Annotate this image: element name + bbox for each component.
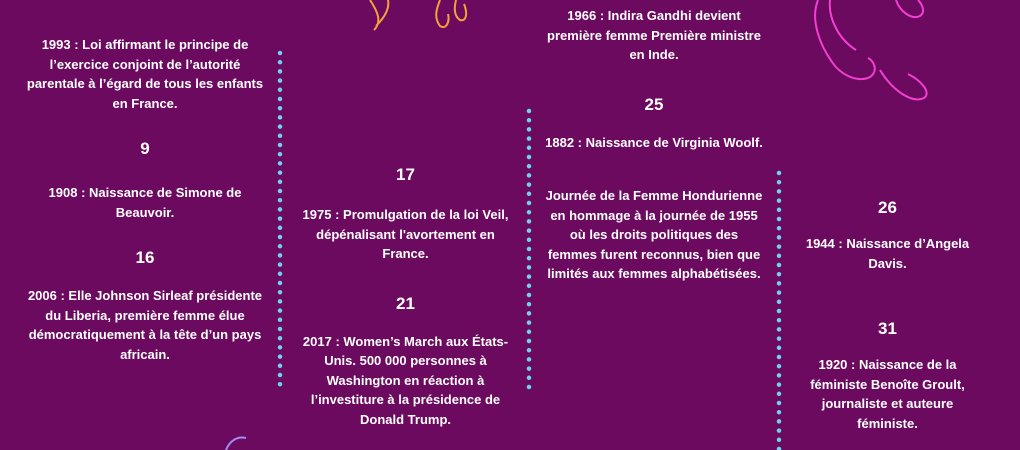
- entry-1882: 1882 : Naissance de Virginia Woolf.: [545, 134, 763, 150]
- column-3: [545, 6, 763, 284]
- column-4: [795, 198, 980, 433]
- entry-honduras: Journée de la Femme Hondurienne en hommage à la journée de 1955 où les droits politiques des femmes furent reconnus, bien que limités aux femmes alphabétisées.: [545, 188, 763, 281]
- entry-1944: 1944 : Naissance d’Angela Davis.: [805, 236, 970, 271]
- lilac-outline-illustration: [222, 432, 262, 450]
- entry-1966: 1966 : Indira Gandhi devient première femme Première ministre en Inde.: [547, 8, 761, 62]
- entry-1908: 1908 : Naissance de Simone de Beauvoir.: [48, 185, 242, 220]
- orange-hand-illustration: [360, 0, 490, 40]
- dotted-separator-2: [526, 108, 532, 393]
- day-25: 25: [644, 94, 664, 114]
- entry-2006: 2006 : Elle Johnson Sirleaf présidente du Liberia, première femme élue démocratiquement à la tête d’un pays africain.: [27, 288, 263, 362]
- column-2: [293, 165, 518, 429]
- day-21: 21: [396, 293, 415, 313]
- day-17: 17: [396, 165, 415, 184]
- entry-1920: 1920 : Naissance de la féministe Benoîte Groult, journaliste et auteure féministe.: [810, 357, 965, 431]
- day-16: 16: [135, 248, 155, 267]
- dotted-separator-1: [277, 50, 283, 395]
- entry-1975: 1975 : Promulgation de la loi Veil, dépénalisant l'avortement en France.: [302, 207, 509, 261]
- pink-hand-illustration: [800, 0, 940, 105]
- day-31: 31: [878, 319, 897, 338]
- entry-2017: 2017 : Women’s March aux États-Unis. 500 000 personnes à Washington en réaction à l’investiture à la présidence de Donald Trump.: [302, 333, 509, 427]
- column-1: [25, 35, 265, 364]
- day-9: 9: [140, 139, 150, 158]
- dotted-separator-3: [776, 170, 782, 450]
- day-26: 26: [878, 198, 897, 217]
- entry-1993: 1993 : Loi affirmant le principe de l’exercice conjoint de l’autorité parentale à l’égard de tous les enfants en France.: [26, 37, 264, 111]
